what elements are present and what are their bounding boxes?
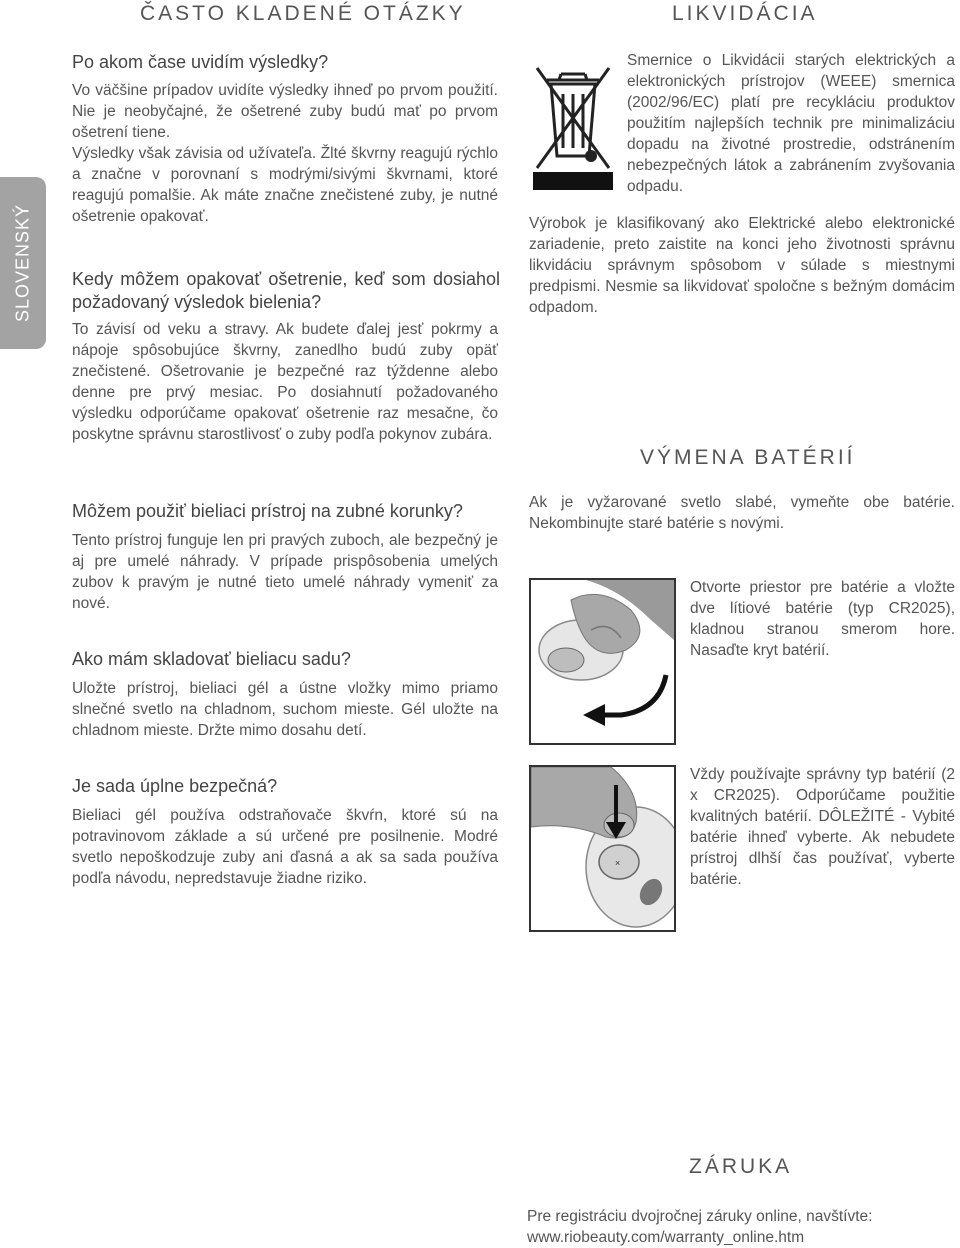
disposal-heading: LIKVIDÁCIA <box>672 2 818 25</box>
weee-directive-text: Smernice o Likvidácii starých elektrických a elektronických prístrojov (WEEE) smernica (2002/96/EC) platí pre recykláciu produktov použitím najlepších technik pre minimalizáciu dopadu na životné prostredie, odstránením nebezpečných látok a zabránením zvyšovania odpadu. <box>627 52 955 195</box>
faq-answer: Tento prístroj funguje len pri pravých zuboch, ale bezpečný je aj pre umelé náhrady. V prípade prispôsobenia umelých zubov k pravým je nutné tieto umelé náhrady vymeniť za nové. <box>72 532 498 612</box>
faq-heading: ČASTO KLADENÉ OTÁZKY <box>140 2 466 25</box>
faq-question: Ako mám skladovať bieliacu sadu? <box>72 649 351 669</box>
faq-answer: Vo väčšine prípadov uvidíte výsledky ihneď po prvom použití. Nie je neobyčajné, že ošetrené zuby budú mať po prvom ošetrení tiene. Výsledky však závisia od užívateľa. Žlté škvrny reagujú rýchlo a značne v porovnaní s modrými/sivými škvrnami, ktoré reagujú pomalšie. Ak máte značne znečistené zuby, je nutné ošetrenie opakovať. <box>72 82 498 225</box>
battery-heading: VÝMENA BATÉRIÍ <box>640 446 856 469</box>
warranty-link[interactable]: www.riobeauty.com/warranty_online.htm <box>527 1229 805 1246</box>
battery-intro-text: Ak je vyžarované svetlo slabé, vymeňte obe batérie. Nekombinujte staré batérie s novými. <box>529 494 955 532</box>
faq-question: Po akom čase uvidím výsledky? <box>72 52 329 72</box>
battery-insert-illustration <box>529 765 676 932</box>
faq-question: Je sada úplne bezpečná? <box>72 776 278 796</box>
language-label: SLOVENSKÝ <box>12 203 33 323</box>
faq-question: Môžem použiť bieliaci prístroj na zubné korunky? <box>72 501 463 521</box>
faq-question: Kedy môžem opakovať ošetrenie, keď som dosiahol požadovaný výsledok bielenia? <box>72 269 500 312</box>
faq-answer: To závisí od veku a stravy. Ak budete ďalej jesť pokrmy a nápoje spôsobujúce škvrny, zanedlho budú zuby opäť znečistené. Ošetrovanie je bezpečné raz týždenne alebo denne pre prvý mesiac. Po dosiahnutí požadovaného výsledku odporúčame opakovať ošetrenie raz mesačne, čo poskytne správnu starostlivosť o zuby podľa pokynov zubára. <box>72 321 498 443</box>
battery-cover-rotate-illustration <box>529 578 676 745</box>
disposal-classification-text: Výrobok je klasifikovaný ako Elektrické alebo elektronické zariadenie, preto zaistite na konci jeho životnosti správnu likvidáciu správnym spôsobom v súlade s miestnymi predpismi. Nesmie sa likvidovať spoločne s bežným domácim odpadom. <box>529 215 955 316</box>
faq-answer: Bieliaci gél používa odstraňovače škvŕn, ktoré sú na potravinovom základe a sú určené pre posilnenie. Modré svetlo nepoškodzuje zuby ani ďasná a ak sa sada používa podľa návodu, nepredstavuje žiadne riziko. <box>72 807 498 887</box>
battery-step2-text: Vždy používajte správny typ batérií (2 x CR2025). Odporúčame použitie kvalitných batérií. DÔLEŽITÉ - Vybité batérie ihneď vyberte. Ak nebudete prístroj dlhší čas používať, vyberte batérie. <box>690 766 955 888</box>
warranty-text: Pre registráciu dvojročnej záruky online, navštívte: www.riobeauty.com/warranty_online.htm <box>527 1208 873 1246</box>
language-side-tab <box>0 177 46 349</box>
svg-text:×: × <box>615 858 621 868</box>
faq-answer: Uložte prístroj, bieliaci gél a ústne vložky mimo priamo slnečné svetlo na chladnom, suchom mieste. Gél uložte na chladnom mieste. Držte mimo dosahu detí. <box>72 680 498 739</box>
warranty-heading: ZÁRUKA <box>689 1155 793 1178</box>
crossed-out-wheelie-bin-icon <box>533 60 613 190</box>
battery-step1-text: Otvorte priestor pre batérie a vložte dve lítiové batérie (typ CR2025), kladnou stranou smerom hore. Nasaďte kryt batérií. <box>690 579 955 659</box>
